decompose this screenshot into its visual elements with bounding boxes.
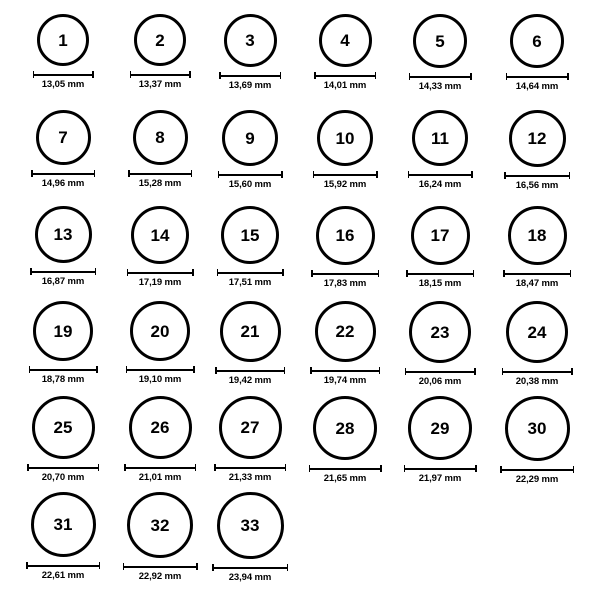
ring-circle bbox=[319, 14, 372, 67]
ring-size-item bbox=[15, 14, 111, 90]
dimension-bar-icon bbox=[502, 368, 573, 375]
ring-size-item bbox=[15, 492, 111, 581]
ring-dimension bbox=[127, 269, 194, 288]
dimension-bar-icon bbox=[127, 269, 194, 276]
ring-size-item bbox=[489, 396, 585, 485]
ring-size-number: 15 bbox=[240, 225, 260, 245]
ring-circle bbox=[224, 14, 277, 67]
ring-size-item bbox=[297, 396, 393, 484]
ring-size-item bbox=[112, 301, 208, 385]
ring-circle bbox=[36, 110, 91, 165]
dimension-bar-icon bbox=[406, 270, 474, 277]
ring-size-item bbox=[392, 396, 488, 484]
dimension-bar-icon bbox=[31, 170, 95, 177]
dimension-bar-icon bbox=[405, 368, 476, 375]
ring-size-number: 16 bbox=[335, 226, 355, 245]
ring-diameter-label: 15,28 mm bbox=[138, 178, 182, 189]
ring-dimension bbox=[27, 464, 99, 483]
dimension-bar-icon bbox=[503, 270, 571, 277]
ring-size-number: 22 bbox=[335, 322, 355, 341]
ring-circle bbox=[130, 301, 190, 361]
ring-diameter-label: 20,38 mm bbox=[515, 376, 559, 387]
dimension-bar-icon bbox=[124, 464, 196, 471]
ring-size-number: 13 bbox=[53, 225, 73, 244]
ring-dimension bbox=[217, 269, 284, 288]
ring-diameter-label: 13,05 mm bbox=[41, 79, 85, 90]
dimension-bar-icon bbox=[408, 171, 473, 178]
ring-dimension bbox=[309, 465, 382, 484]
ring-size-number: 14 bbox=[150, 225, 170, 245]
ring-size-item bbox=[202, 14, 298, 91]
ring-dimension bbox=[126, 366, 195, 385]
ring-dimension bbox=[215, 367, 285, 386]
ring-circle bbox=[37, 14, 89, 66]
ring-circle bbox=[31, 492, 96, 557]
ring-size-item bbox=[392, 301, 488, 387]
ring-diameter-label: 18,15 mm bbox=[418, 278, 462, 289]
ring-size-item bbox=[15, 301, 111, 385]
ring-diameter-label: 18,47 mm bbox=[515, 278, 559, 289]
dimension-bar-icon bbox=[217, 269, 284, 276]
ring-size-item bbox=[15, 110, 111, 189]
dimension-bar-icon bbox=[218, 171, 283, 178]
dimension-bar-icon bbox=[27, 464, 99, 471]
ring-dimension bbox=[313, 171, 378, 190]
ring-diameter-label: 21,65 mm bbox=[323, 473, 367, 484]
ring-circle bbox=[316, 206, 375, 265]
ring-diameter-label: 17,19 mm bbox=[138, 277, 182, 288]
ring-diameter-label: 16,56 mm bbox=[515, 180, 559, 191]
dimension-bar-icon bbox=[26, 562, 100, 569]
ring-size-number: 19 bbox=[53, 321, 73, 341]
ring-size-item bbox=[202, 301, 298, 386]
ring-diameter-label: 18,78 mm bbox=[41, 374, 85, 385]
ring-circle bbox=[222, 110, 278, 166]
dimension-bar-icon bbox=[126, 366, 195, 373]
ring-dimension bbox=[219, 72, 281, 91]
ring-diameter-label: 17,83 mm bbox=[323, 278, 367, 289]
dimension-bar-icon bbox=[313, 171, 378, 178]
ring-circle bbox=[508, 206, 567, 265]
ring-diameter-label: 21,01 mm bbox=[138, 472, 182, 483]
dimension-bar-icon bbox=[214, 464, 286, 471]
ring-dimension bbox=[33, 71, 94, 90]
ring-size-item bbox=[489, 206, 585, 289]
ring-dimension bbox=[405, 368, 476, 387]
ring-diameter-label: 19,42 mm bbox=[228, 375, 272, 386]
ring-size-number: 18 bbox=[527, 226, 547, 245]
ring-size-item bbox=[112, 14, 208, 90]
ring-size-number: 27 bbox=[240, 418, 260, 437]
ring-diameter-label: 20,06 mm bbox=[418, 376, 462, 387]
ring-size-number: 26 bbox=[150, 418, 170, 437]
dimension-bar-icon bbox=[212, 564, 288, 571]
ring-size-item bbox=[297, 14, 393, 91]
ring-size-item bbox=[489, 301, 585, 387]
ring-size-number: 4 bbox=[340, 31, 350, 50]
ring-circle bbox=[221, 206, 279, 264]
ring-diameter-label: 19,10 mm bbox=[138, 374, 182, 385]
ring-size-item bbox=[202, 110, 298, 190]
ring-size-number: 21 bbox=[240, 322, 260, 341]
ring-circle bbox=[506, 301, 568, 363]
dimension-bar-icon bbox=[219, 72, 281, 79]
ring-diameter-label: 14,33 mm bbox=[418, 81, 462, 92]
dimension-bar-icon bbox=[128, 170, 192, 177]
ring-dimension bbox=[31, 170, 95, 189]
ring-circle bbox=[509, 110, 566, 167]
ring-diameter-label: 22,29 mm bbox=[515, 474, 559, 485]
dimension-bar-icon bbox=[314, 72, 376, 79]
ring-dimension bbox=[506, 73, 569, 92]
ring-size-number: 11 bbox=[431, 128, 449, 148]
ring-size-item bbox=[297, 110, 393, 190]
ring-circle bbox=[413, 14, 467, 68]
ring-circle bbox=[32, 396, 95, 459]
ring-circle bbox=[315, 301, 376, 362]
ring-size-number: 10 bbox=[335, 128, 355, 148]
dimension-bar-icon bbox=[404, 465, 477, 472]
ring-size-number: 6 bbox=[532, 31, 542, 51]
dimension-bar-icon bbox=[504, 172, 570, 179]
ring-dimension bbox=[500, 466, 574, 485]
ring-size-item bbox=[489, 14, 585, 92]
ring-dimension bbox=[212, 564, 288, 583]
ring-diameter-label: 20,70 mm bbox=[41, 472, 85, 483]
dimension-bar-icon bbox=[409, 73, 472, 80]
dimension-bar-icon bbox=[506, 73, 569, 80]
dimension-bar-icon bbox=[29, 366, 98, 373]
ring-dimension bbox=[310, 367, 380, 386]
ring-circle bbox=[217, 492, 284, 559]
ring-size-number: 2 bbox=[155, 30, 165, 50]
dimension-bar-icon bbox=[310, 367, 380, 374]
ring-diameter-label: 23,94 mm bbox=[228, 572, 272, 583]
ring-diameter-label: 14,96 mm bbox=[41, 178, 85, 189]
dimension-bar-icon bbox=[500, 466, 574, 473]
ring-diameter-label: 13,69 mm bbox=[228, 80, 272, 91]
ring-diameter-label: 15,92 mm bbox=[323, 179, 367, 190]
ring-diameter-label: 16,87 mm bbox=[41, 276, 85, 287]
ring-size-item bbox=[392, 110, 488, 190]
ring-diameter-label: 21,97 mm bbox=[418, 473, 462, 484]
ring-dimension bbox=[218, 171, 283, 190]
ring-dimension bbox=[408, 171, 473, 190]
ring-diameter-label: 21,33 mm bbox=[228, 472, 272, 483]
ring-diameter-label: 19,74 mm bbox=[323, 375, 367, 386]
ring-diameter-label: 22,61 mm bbox=[41, 570, 85, 581]
ring-dimension bbox=[26, 562, 100, 581]
ring-circle bbox=[35, 206, 92, 263]
ring-circle bbox=[127, 492, 193, 558]
ring-circle bbox=[505, 396, 570, 461]
dimension-bar-icon bbox=[309, 465, 382, 472]
ring-size-number: 28 bbox=[335, 418, 355, 438]
ring-circle bbox=[510, 14, 564, 68]
ring-dimension bbox=[124, 464, 196, 483]
ring-dimension bbox=[311, 270, 379, 289]
ring-size-number: 17 bbox=[430, 226, 450, 245]
ring-dimension bbox=[128, 170, 192, 189]
ring-diameter-label: 14,64 mm bbox=[515, 81, 559, 92]
ring-size-item bbox=[112, 492, 208, 582]
ring-size-item bbox=[392, 206, 488, 289]
ring-diameter-label: 22,92 mm bbox=[138, 571, 182, 582]
ring-diameter-label: 16,24 mm bbox=[418, 179, 462, 190]
ring-size-item bbox=[489, 110, 585, 191]
ring-size-number: 9 bbox=[245, 128, 255, 148]
ring-size-number: 5 bbox=[435, 31, 445, 51]
ring-dimension bbox=[404, 465, 477, 484]
ring-size-item bbox=[112, 206, 208, 288]
ring-dimension bbox=[30, 268, 96, 287]
ring-dimension bbox=[29, 366, 98, 385]
ring-circle bbox=[412, 110, 468, 166]
ring-dimension bbox=[214, 464, 286, 483]
dimension-bar-icon bbox=[215, 367, 285, 374]
ring-size-number: 32 bbox=[150, 515, 170, 535]
ring-size-item bbox=[297, 206, 393, 289]
ring-dimension bbox=[502, 368, 573, 387]
ring-size-item bbox=[15, 206, 111, 287]
dimension-bar-icon bbox=[33, 71, 94, 78]
ring-circle bbox=[133, 110, 188, 165]
ring-diameter-label: 17,51 mm bbox=[228, 277, 272, 288]
ring-size-number: 23 bbox=[430, 322, 450, 342]
ring-dimension bbox=[406, 270, 474, 289]
ring-dimension bbox=[503, 270, 571, 289]
ring-size-number: 7 bbox=[58, 128, 68, 147]
ring-size-number: 33 bbox=[240, 516, 260, 535]
ring-dimension bbox=[123, 563, 198, 582]
ring-dimension bbox=[314, 72, 376, 91]
ring-size-number: 12 bbox=[527, 129, 547, 148]
ring-circle bbox=[317, 110, 373, 166]
ring-size-item bbox=[297, 301, 393, 386]
ring-circle bbox=[134, 14, 186, 66]
ring-diameter-label: 14,01 mm bbox=[323, 80, 367, 91]
ring-size-number: 29 bbox=[430, 418, 450, 438]
ring-size-number: 20 bbox=[150, 321, 170, 341]
ring-circle bbox=[33, 301, 93, 361]
ring-size-number: 31 bbox=[53, 515, 73, 534]
ring-size-item bbox=[112, 396, 208, 483]
ring-size-number: 1 bbox=[58, 30, 68, 50]
ring-size-item bbox=[202, 396, 298, 483]
ring-size-item bbox=[202, 492, 298, 583]
ring-dimension bbox=[130, 71, 191, 90]
ring-size-item bbox=[15, 396, 111, 483]
dimension-bar-icon bbox=[123, 563, 198, 570]
ring-dimension bbox=[409, 73, 472, 92]
ring-circle bbox=[219, 396, 282, 459]
ring-circle bbox=[220, 301, 281, 362]
dimension-bar-icon bbox=[311, 270, 379, 277]
ring-size-item bbox=[202, 206, 298, 288]
ring-circle bbox=[408, 396, 472, 460]
ring-size-number: 3 bbox=[245, 31, 255, 50]
ring-dimension bbox=[504, 172, 570, 191]
ring-size-number: 30 bbox=[527, 419, 547, 438]
ring-size-number: 25 bbox=[53, 418, 73, 437]
ring-diameter-label: 13,37 mm bbox=[138, 79, 182, 90]
ring-circle bbox=[411, 206, 470, 265]
ring-circle bbox=[313, 396, 377, 460]
ring-size-number: 8 bbox=[155, 128, 165, 147]
dimension-bar-icon bbox=[30, 268, 96, 275]
ring-circle bbox=[129, 396, 192, 459]
ring-circle bbox=[409, 301, 471, 363]
dimension-bar-icon bbox=[130, 71, 191, 78]
ring-size-item bbox=[112, 110, 208, 189]
ring-circle bbox=[131, 206, 189, 264]
ring-size-item bbox=[392, 14, 488, 92]
ring-size-number: 24 bbox=[527, 322, 547, 342]
ring-diameter-label: 15,60 mm bbox=[228, 179, 272, 190]
